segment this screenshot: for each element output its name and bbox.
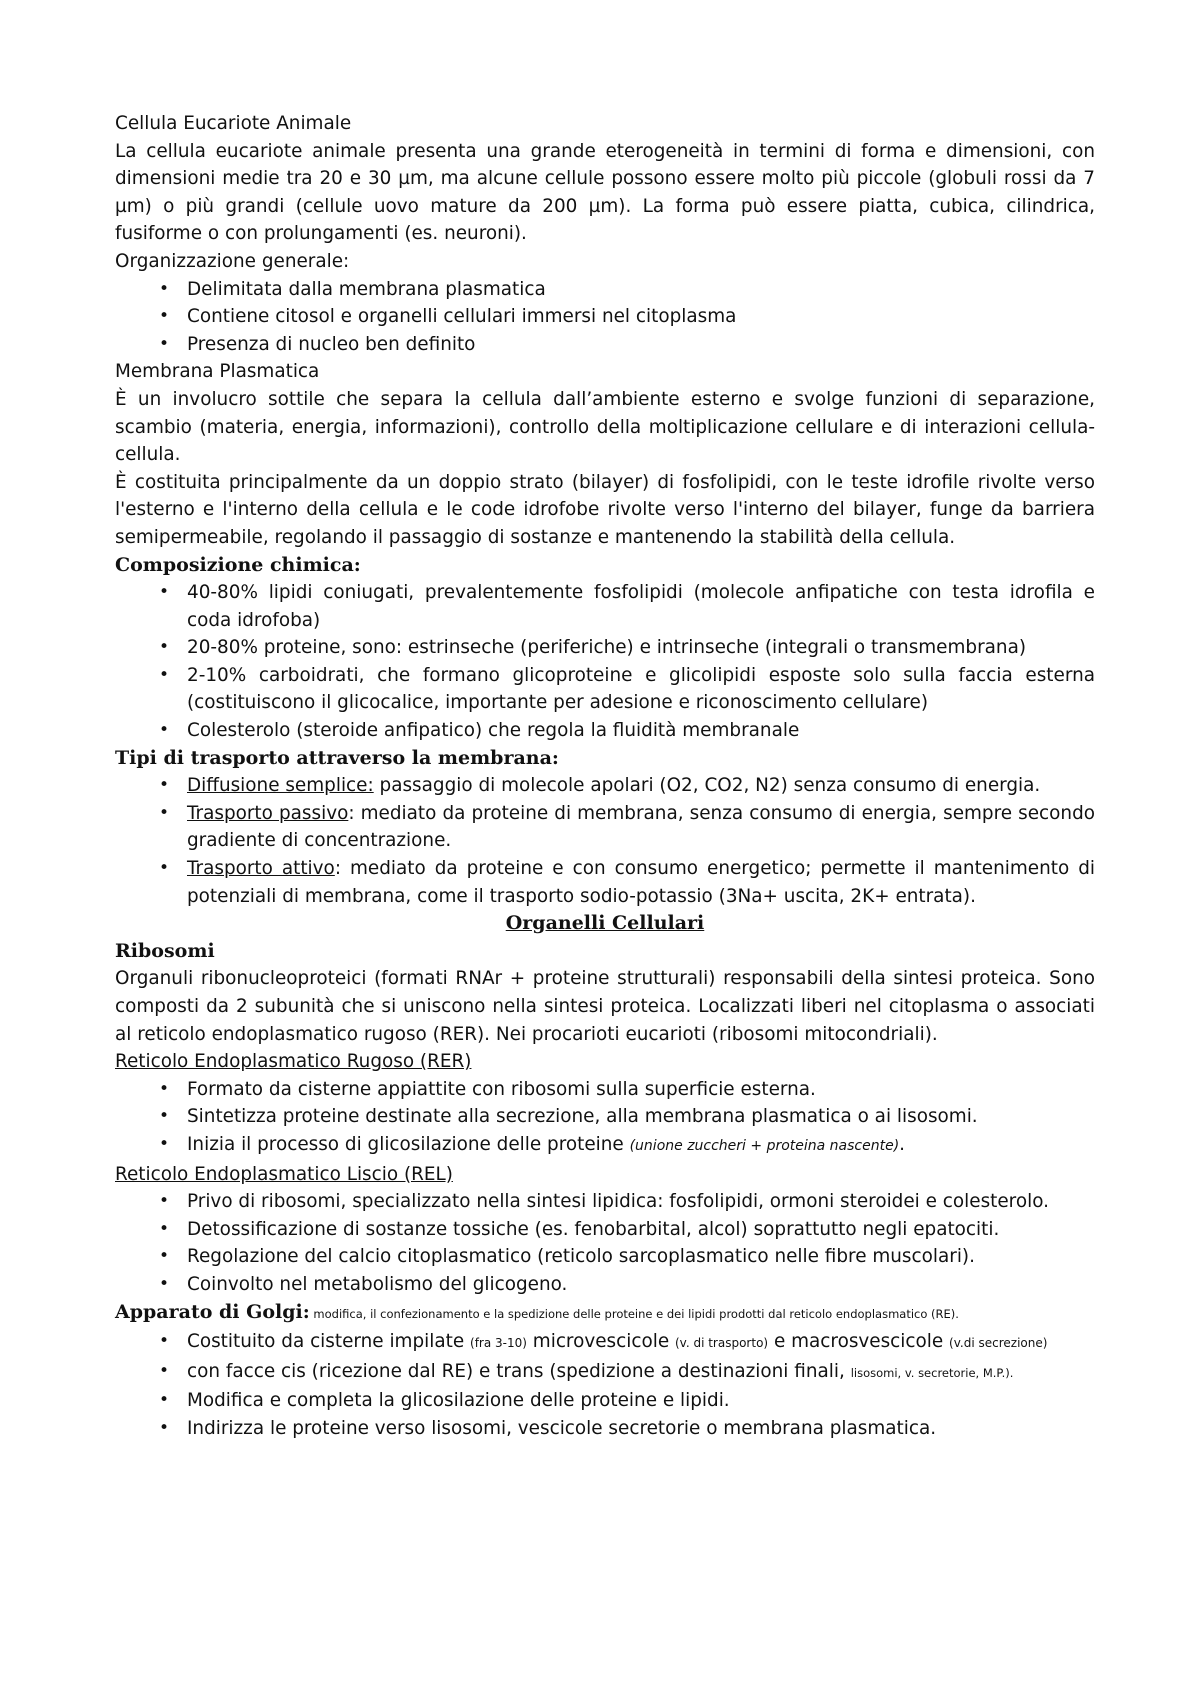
trasporto-heading: Tipi di trasporto attraverso la membrana:: [115, 746, 559, 769]
list-item: • Formato da cisterne appiattite con ribosomi sulla superficie esterna.: [115, 1076, 1095, 1104]
rer-heading: Reticolo Endoplasmatico Rugoso (RER): [115, 1051, 472, 1073]
list-item: [115, 1131, 1095, 1161]
list-item: • 40-80% lipidi coniugati, prevalentemente fosfolipidi (molecole anfipatiche con testa idrofila e coda idrofoba): [115, 579, 1095, 634]
item-end: .: [899, 1133, 906, 1155]
list-item: • Regolazione del calcio citoplasmatico (reticolo sarcoplasmatico nelle fibre muscolari).: [115, 1243, 1095, 1271]
membrana-paragraph-1: È un involucro sottile che separa la cellula dall’ambiente esterno e svolge funzioni di separazione, scambio (materia, energia, informazioni), controllo della moltiplicazione cellulare e di interazioni cellula-cellula.: [115, 388, 1095, 466]
list-item: [115, 1328, 1095, 1358]
list-item: • Colesterolo (steroide anfipatico) che regola la fluidità membranale: [115, 717, 1095, 745]
golgi-heading-line: [115, 1299, 1095, 1329]
ribosomi-paragraph: Organuli ribonucleoproteici (formati RNAr + proteine strutturali) responsabili della sintesi proteica. Sono composti da 2 subunità che si uniscono nella sintesi proteica. Localizzati liberi nel citoplasma o associati al reticolo endoplasmatico rugoso (RER). Nei procarioti eucarioti (ribosomi mitocondriali).: [115, 968, 1095, 1045]
composizione-list: [115, 579, 1095, 745]
list-item: • 2-10% carboidrati, che formano glicoproteine e glicolipidi esposte solo sulla faccia esterna (costituiscono il glicocalice, importante per adesione e riconoscimento cellulare): [115, 662, 1095, 717]
list-item: [115, 1358, 1095, 1388]
rel-list: [115, 1188, 1095, 1298]
list-item: [115, 800, 1095, 855]
item-note: lisosomi, v. secretorie, M.P.).: [850, 1365, 1014, 1380]
list-item: • Modifica e completa la glicosilazione delle proteine e lipidi.: [115, 1387, 1095, 1415]
term-diffusione: Diffusione semplice:: [187, 775, 374, 797]
item-text: microvescicole: [526, 1331, 675, 1353]
membrana-paragraph-2: È costituita principalmente da un doppio strato (bilayer) di fosfolipidi, con le teste idrofile rivolte verso l'esterno e l'interno della cellula e le code idrofobe rivolte verso l'interno del bilayer, funge da barriera semipermeabile, regolando il passaggio di sostanze e mantenendo la stabilità della cellula.: [115, 471, 1095, 548]
list-item: • Sintetizza proteine destinate alla secrezione, alla membrana plasmatica o ai lisosomi.: [115, 1103, 1095, 1131]
list-item: • 20-80% proteine, sono: estrinseche (periferiche) e intrinseche (integrali o transmembrana): [115, 634, 1095, 662]
list-item: • Delimitata dalla membrana plasmatica: [115, 276, 1095, 304]
list-item: [115, 772, 1095, 800]
item-text: e macrosvescicole: [768, 1331, 950, 1353]
membrana-heading: Membrana Plasmatica: [115, 361, 320, 383]
term-passivo: Trasporto passivo: [187, 802, 349, 824]
list-item: • Coinvolto nel metabolismo del glicogeno.: [115, 1271, 1095, 1299]
term-description: passaggio di molecole apolari (O2, CO2, N2) senza consumo di energia.: [373, 775, 1041, 797]
golgi-note: modifica, il confezionamento e la spedizione delle proteine e dei lipidi prodotti dal reticolo endoplasmatico (RE).: [309, 1306, 959, 1321]
organizzazione-heading: Organizzazione generale:: [115, 250, 350, 272]
doc-title: Cellula Eucariote Animale: [115, 113, 352, 134]
list-item: • Indirizza le proteine verso lisosomi, vescicole secretorie o membrana plasmatica.: [115, 1415, 1095, 1443]
rel-heading: Reticolo Endoplasmatico Liscio (REL): [115, 1163, 453, 1185]
item-note: (fra 3-10): [470, 1336, 527, 1351]
composizione-heading: Composizione chimica:: [115, 553, 361, 576]
rer-list: [115, 1076, 1095, 1161]
term-description: : mediato da proteine e con consumo energetico; permette il mantenimento di potenziali di membrana, come il trasporto sodio-potassio (3Na+ uscita, 2K+ entrata).: [187, 858, 1095, 907]
list-item: • Detossificazione di sostanze tossiche (es. fenobarbital, alcol) soprattutto negli epatociti.: [115, 1216, 1095, 1244]
item-note: (v. di trasporto): [674, 1336, 769, 1351]
organizzazione-list: [115, 276, 1095, 359]
organelli-heading: Organelli Cellulari: [505, 912, 705, 935]
golgi-list: [115, 1328, 1095, 1442]
list-item: • Privo di ribosomi, specializzato nella sintesi lipidica: fosfolipidi, ormoni steroidei e colesterolo.: [115, 1188, 1095, 1216]
term-description: : mediato da proteine di membrana, senza consumo di energia, sempre secondo gradiente di concentrazione.: [187, 802, 1095, 852]
item-note: (unione zuccheri + proteina nascente): [629, 1137, 900, 1154]
list-item: • Contiene citosol e organelli cellulari immersi nel citoplasma: [115, 303, 1095, 331]
document-page: [115, 110, 1095, 1443]
item-text: Costituito da cisterne impilate: [187, 1331, 471, 1353]
item-text: con facce cis (ricezione dal RE) e trans (spedizione a destinazioni finali,: [187, 1360, 851, 1382]
list-item: [115, 855, 1095, 910]
golgi-heading: Apparato di Golgi:: [115, 1300, 310, 1323]
item-note: (v.di secrezione): [949, 1336, 1048, 1351]
item-text: Inizia il processo di glicosilazione delle proteine: [187, 1133, 630, 1155]
ribosomi-heading: Ribosomi: [115, 939, 215, 962]
list-item: • Presenza di nucleo ben definito: [115, 331, 1095, 359]
trasporto-list: [115, 772, 1095, 910]
term-attivo: Trasporto attivo: [187, 858, 335, 880]
intro-paragraph: La cellula eucariote animale presenta una grande eterogeneità in termini di forma e dimensioni, con dimensioni medie tra 20 e 30 µm, ma alcune cellule possono essere molto più piccole (globuli rossi da 7 µm) o più grandi (cellule uovo mature da 200 µm). La forma può essere piatta, cubica, cilindrica, fusiforme o con prolungamenti (es. neuroni).: [115, 140, 1095, 245]
